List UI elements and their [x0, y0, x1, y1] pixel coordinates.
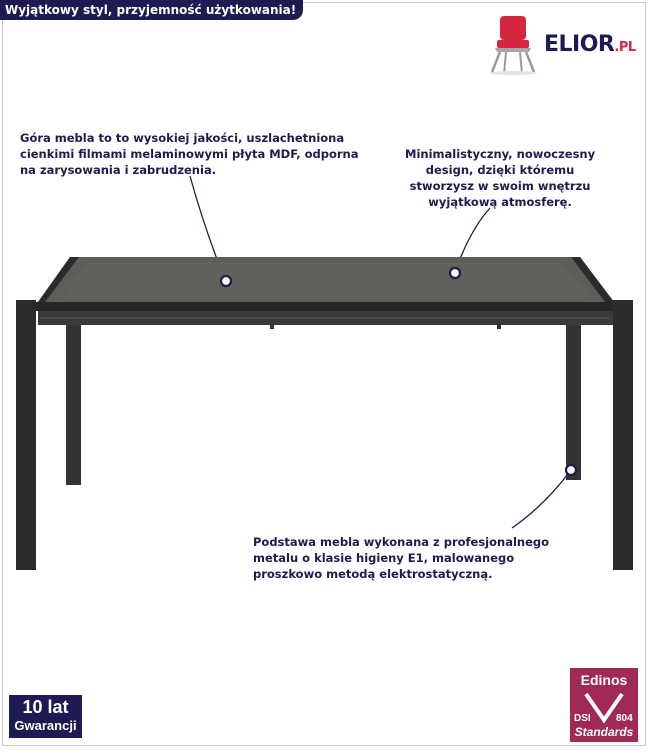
table-top-texture	[60, 262, 590, 298]
callout-marker-design	[450, 268, 460, 278]
warranty-badge	[9, 695, 82, 738]
callout-line: proszkowo metodą elektrostatyczną.	[253, 567, 493, 581]
slogan-banner: Wyjątkowy styl, przyjemność użytkowania!	[0, 0, 303, 20]
callout-base	[253, 534, 549, 582]
table-leg-front-right	[613, 300, 633, 570]
warranty-label: Gwarancji	[14, 718, 77, 733]
callout-top-material	[20, 130, 358, 178]
callout-line: stworzysz w swoim wnętrzu	[409, 179, 591, 193]
edinos-badge	[570, 668, 638, 742]
callout-line: metalu o klasie higieny E1, malowanego	[253, 551, 515, 565]
callout-line: Góra mebla to to wysokiej jakości, uszlachetniona	[20, 131, 345, 145]
edinos-standards: Standards	[574, 725, 634, 739]
callout-line-base	[512, 470, 571, 528]
callout-marker-base	[566, 465, 576, 475]
edinos-dsi: DSI	[574, 713, 591, 724]
logo-suffix: .PL	[614, 40, 636, 55]
callout-line: Minimalistyczny, nowoczesny	[405, 147, 596, 161]
table-leg-front-left	[16, 300, 36, 570]
callout-line: wyjątkową atmosferę.	[428, 195, 572, 209]
callout-marker-top	[221, 276, 231, 286]
table-apron	[16, 302, 633, 311]
edinos-brand: Edinos	[580, 672, 628, 688]
edinos-number: 804	[616, 713, 633, 724]
callout-design	[405, 146, 595, 210]
table-leg-back-left	[66, 325, 81, 485]
callout-line: design, dzięki któremu	[425, 163, 575, 177]
callout-line: cienkimi filmami melaminowymi płyta MDF, odporna	[20, 147, 359, 161]
warranty-years: 10 lat	[22, 697, 69, 717]
logo-name: ELIOR	[544, 32, 615, 57]
table-leg-back-right	[566, 325, 581, 480]
callout-line: Podstawa mebla wykonana z profesjonalnego	[253, 535, 550, 549]
callout-line: na zarysowania i zabrudzenia.	[20, 163, 217, 177]
